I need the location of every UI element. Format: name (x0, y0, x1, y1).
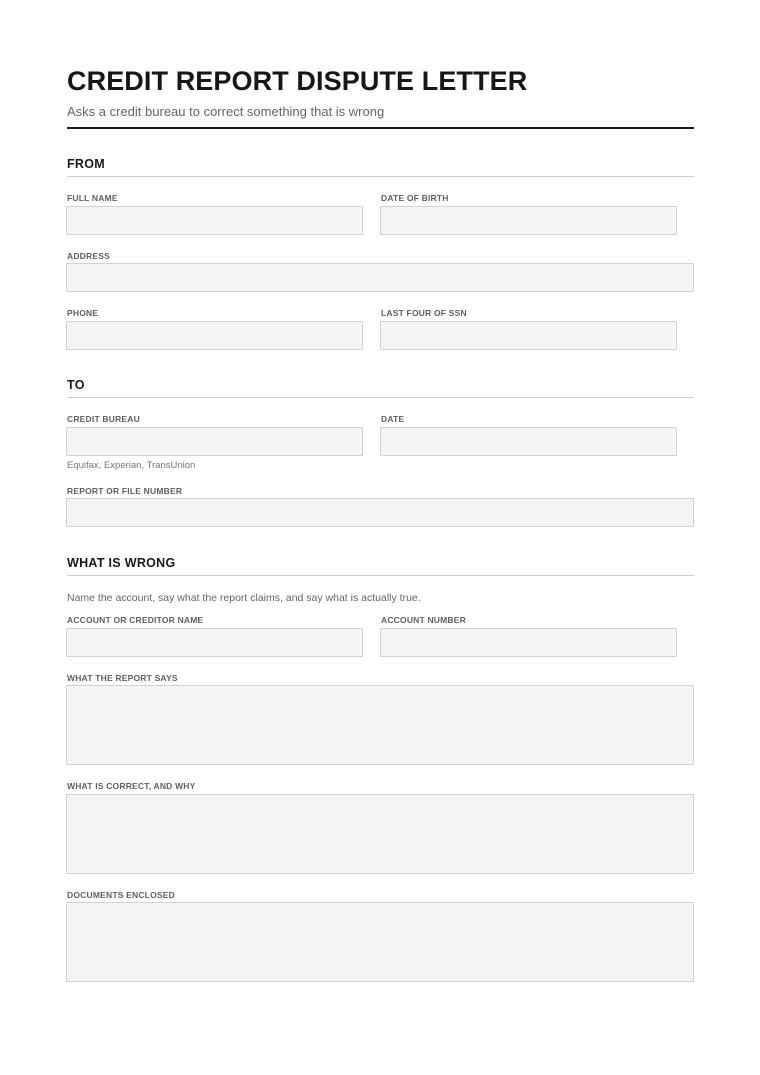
what-is-wrong-instructions: Name the account, say what the report claims, and say what is actually true. (67, 592, 421, 604)
date-of-birth-field[interactable] (380, 206, 677, 235)
form-title: CREDIT REPORT DISPUTE LETTER (67, 66, 528, 96)
full-name-field[interactable] (66, 206, 363, 235)
date-field[interactable] (380, 427, 677, 456)
account-number-label: ACCOUNT NUMBER (381, 615, 466, 625)
ssn-last-four-field[interactable] (380, 321, 677, 350)
report-number-field[interactable] (66, 498, 694, 527)
full-name-label: FULL NAME (67, 193, 118, 203)
title-divider (67, 127, 694, 129)
address-field[interactable] (66, 263, 694, 292)
ssn-last-four-label: LAST FOUR OF SSN (381, 308, 467, 318)
correct-and-why-label: WHAT IS CORRECT, AND WHY (67, 781, 196, 791)
section-heading-what-is-wrong: WHAT IS WRONG (67, 556, 176, 570)
section-heading-from: FROM (67, 157, 105, 171)
account-number-field[interactable] (380, 628, 677, 657)
section-divider-from (67, 176, 694, 177)
documents-enclosed-label: DOCUMENTS ENCLOSED (67, 890, 175, 900)
correct-and-why-textarea[interactable] (66, 794, 694, 874)
credit-bureau-hint: Equifax, Experian, TransUnion (67, 460, 196, 471)
report-says-label: WHAT THE REPORT SAYS (67, 673, 178, 683)
account-name-label: ACCOUNT OR CREDITOR NAME (67, 615, 204, 625)
report-says-textarea[interactable] (66, 685, 694, 765)
credit-bureau-label: CREDIT BUREAU (67, 414, 140, 424)
address-label: ADDRESS (67, 251, 110, 261)
account-name-field[interactable] (66, 628, 363, 657)
date-label: DATE (381, 414, 405, 424)
documents-enclosed-textarea[interactable] (66, 902, 694, 982)
form-subtitle: Asks a credit bureau to correct something that is wrong (67, 104, 385, 119)
section-heading-to: TO (67, 378, 85, 392)
date-of-birth-label: DATE OF BIRTH (381, 193, 449, 203)
phone-label: PHONE (67, 308, 99, 318)
section-divider-what-is-wrong (67, 575, 694, 576)
credit-bureau-field[interactable] (66, 427, 363, 456)
report-number-label: REPORT OR FILE NUMBER (67, 486, 183, 496)
section-divider-to (67, 397, 694, 398)
phone-field[interactable] (66, 321, 363, 350)
